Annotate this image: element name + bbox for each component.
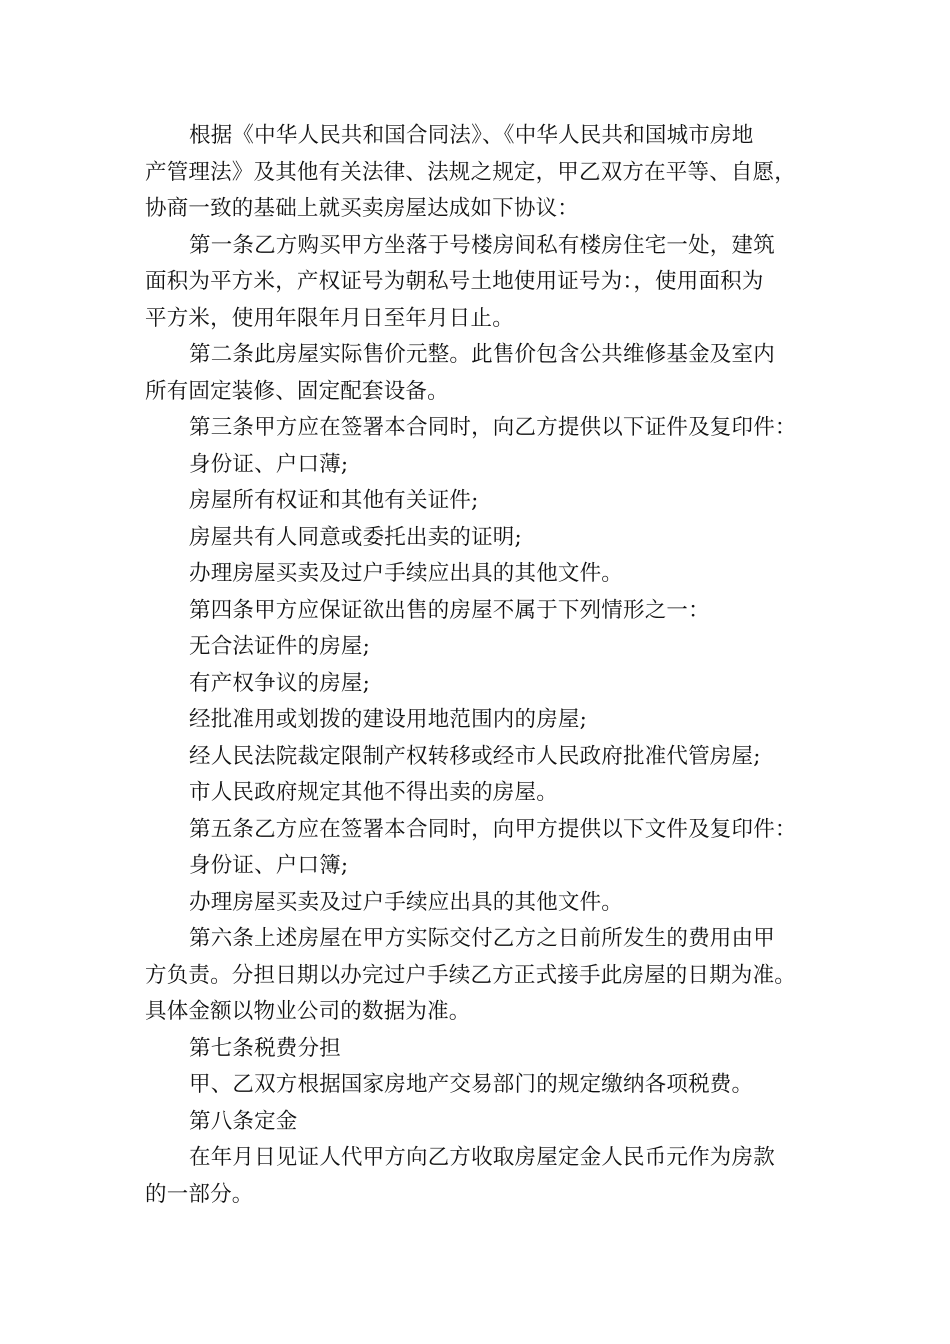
text-line: 的一部分。 [145,1181,254,1207]
contract-body [145,118,810,1213]
text-line: 第二条此房屋实际售价元整。此售价包含公共维修基金及室内 [189,342,775,367]
text-line: 第五条乙方应在签署本合同时，向甲方提供以下文件及复印件： [189,816,797,842]
text-line: 第三条甲方应在签署本合同时，向乙方提供以下证件及复印件： [189,415,797,440]
text-line: 面积为平方米，产权证号为朝私号土地使用证号为：，使用面积为 [145,269,764,294]
text-line: 第六条上述房屋在甲方实际交付乙方之日前所发生的费用由甲 [189,926,775,951]
text-line: 身份证、户口簿; [189,853,349,878]
text-line: 协商一致的基础上就买卖房屋达成如下协议： [145,196,580,221]
text-line: 经人民法院裁定限制产权转移或经市人民政府批准代管房屋; [189,743,761,769]
text-line: 房屋共有人同意或委托出卖的证明; [189,524,522,550]
text-line: 有产权争议的房屋; [189,670,371,696]
text-line: 第八条定金 [189,1108,298,1134]
text-line: 身份证、户口薄; [189,451,349,477]
text-line: 所有固定装修、固定配套设备。 [145,378,449,404]
text-line: 平方米，使用年限年月日至年月日止。 [145,305,514,331]
text-line: 产管理法》及其他有关法律、法规之规定，甲乙双方在平等、自愿， [145,159,797,185]
text-line: 根据《中华人民共和国合同法》、《中华人民共和国城市房地 [189,123,754,148]
text-line: 方负责。分担日期以办完过户手续乙方正式接手此房屋的日期为准。 [145,962,797,988]
text-line: 甲、乙双方根据国家房地产交易部门的规定缴纳各项税费。 [189,1072,754,1097]
text-line: 在年月日见证人代甲方向乙方收取房屋定金人民币元作为房款 [189,1145,775,1170]
text-line: 无合法证件的房屋; [189,634,371,659]
text-line: 经批准用或划拨的建设用地范围内的房屋; [189,707,588,732]
text-line: 房屋所有权证和其他有关证件; [189,488,479,513]
text-line: 第七条税费分担 [189,1035,341,1061]
text-line: 市人民政府规定其他不得出卖的房屋。 [189,780,558,805]
text-line: 具体金额以物业公司的数据为准。 [145,999,471,1024]
text-line: 办理房屋买卖及过户手续应出具的其他文件。 [189,561,624,586]
text-line: 第四条甲方应保证欲出售的房屋不属于下列情形之一： [189,597,710,623]
text-line: 第一条乙方购买甲方坐落于号楼房间私有楼房住宅一处，建筑 [189,232,775,258]
text-line: 办理房屋买卖及过户手续应出具的其他文件。 [189,889,624,915]
